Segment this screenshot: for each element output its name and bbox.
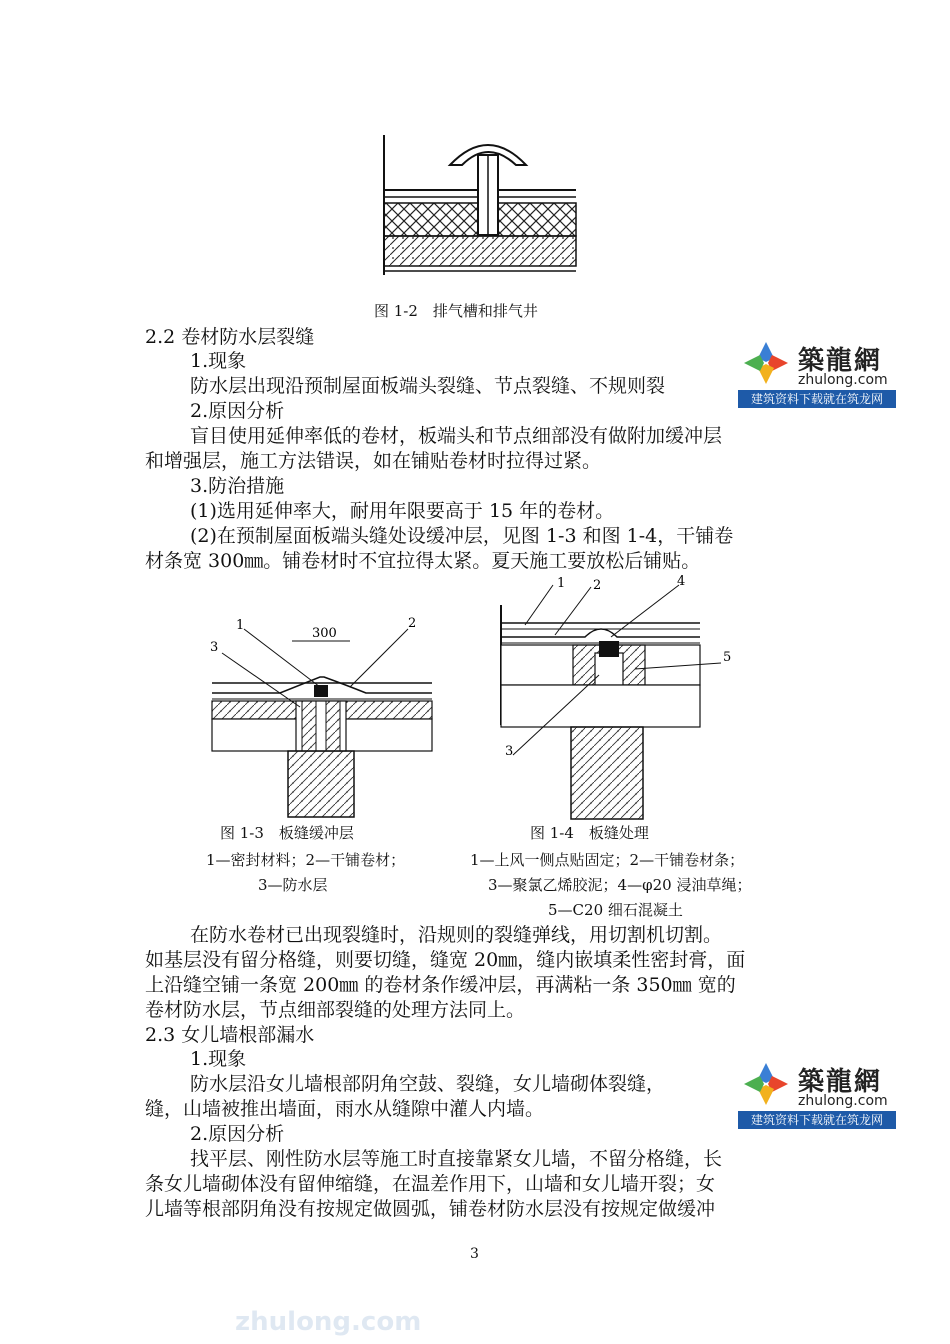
page-number: 3 <box>470 1246 479 1262</box>
figure-1-4-diagram <box>495 575 760 825</box>
section-2-3-cause-line-3: 儿墙等根部阴角没有按规定做圆弧，铺卷材防水层没有按规定做缓冲 <box>145 1198 716 1220</box>
figure-1-2-diagram <box>380 125 580 280</box>
figure-1-3-caption: 图 1-3 板缝缓冲层 <box>220 824 354 842</box>
crack-paragraph-line-3: 上沿缝空铺一条宽 200㎜ 的卷材条作缓冲层，再满粘一条 350㎜ 宽的 <box>145 974 736 996</box>
section-2-2-heading-phenomenon: 1.现象 <box>190 350 247 372</box>
pinwheel-logo-icon <box>740 1059 792 1109</box>
logo-site-text: zhulong.com <box>798 1093 888 1109</box>
logo-slogan: 建筑资料下载就在筑龙网 <box>738 1111 896 1129</box>
section-2-2-phenomenon-text: 防水层出现沿预制屋面板端头裂缝、节点裂缝、不规则裂 <box>190 375 666 397</box>
crack-paragraph-line-4: 卷材防水层，节点细部裂缝的处理方法同上。 <box>145 999 526 1021</box>
figure-1-3-label-1: 1 <box>236 618 245 633</box>
section-2-2-measure-1: (1)选用延伸率大，耐用年限要高于 15 年的卷材。 <box>190 500 615 522</box>
section-2-2-heading-measures: 3.防治措施 <box>190 475 285 497</box>
figure-1-4-legend-line-2: 3—聚氯乙烯胶泥；4—φ20 浸油草绳； <box>488 876 752 894</box>
figure-1-2-caption: 图 1-2 排气槽和排气井 <box>374 302 538 320</box>
logo-brand-text: 築龍網 <box>798 346 883 376</box>
figure-1-3-diagram <box>200 615 445 820</box>
section-2-3-cause-line-2: 条女儿墙砌体没有留伸缩缝，在温差作用下，山墙和女儿墙开裂；女 <box>145 1173 716 1195</box>
section-2-2-measure-2-line-2: 材条宽 300㎜。铺卷材时不宜拉得太紧。夏天施工要放松后铺贴。 <box>145 550 701 572</box>
figure-1-3-legend-line-1: 1—密封材料；2—干铺卷材； <box>206 851 406 869</box>
logo-brand-text: 築龍網 <box>798 1067 883 1097</box>
figure-1-4-label-2: 2 <box>593 578 602 593</box>
crack-paragraph-line-2: 如基层没有留分格缝，则要切缝，缝宽 20㎜，缝内嵌填柔性密封膏，面 <box>145 949 746 971</box>
section-2-2-cause-line-1: 盲目使用延伸率低的卷材，板端头和节点细部没有做附加缓冲层 <box>190 425 723 447</box>
section-2-3-phenomenon-line-2: 缝，山墙被推出墙面，雨水从缝隙中灌人内墙。 <box>145 1098 545 1120</box>
crack-paragraph-line-1: 在防水卷材已出现裂缝时，沿规则的裂缝弹线，用切割机切割。 <box>190 924 723 946</box>
zhulong-logo <box>738 336 896 408</box>
section-2-2-heading-cause: 2.原因分析 <box>190 400 285 422</box>
logo-site-text: zhulong.com <box>798 372 888 388</box>
figure-1-4-legend-line-3: 5—C20 细石混凝土 <box>548 901 683 919</box>
figure-1-3-label-2: 2 <box>408 616 417 631</box>
section-2-2-cause-line-2: 和增强层，施工方法错误，如在铺贴卷材时拉得过紧。 <box>145 450 602 472</box>
zhulong-logo <box>738 1057 896 1129</box>
figure-1-4-label-1: 1 <box>557 576 566 591</box>
section-2-2-measure-2-line-1: (2)在预制屋面板端头缝处设缓冲层，见图 1-3 和图 1-4，干铺卷 <box>190 525 734 547</box>
figure-1-4-caption: 图 1-4 板缝处理 <box>530 824 649 842</box>
logo-slogan: 建筑资料下载就在筑龙网 <box>738 390 896 408</box>
figure-1-4-legend-line-1: 1—上风一侧点贴固定；2—干铺卷材条； <box>470 851 745 869</box>
section-2-3-phenomenon-line-1: 防水层沿女儿墙根部阴角空鼓、裂缝，女儿墙砌体裂缝， <box>190 1073 666 1095</box>
pinwheel-logo-icon <box>740 338 792 388</box>
figure-1-3-legend-line-2: 3—防水层 <box>258 876 328 894</box>
figure-1-4-label-3: 3 <box>505 744 514 759</box>
figure-1-3-label-300: 300 <box>312 626 337 641</box>
watermark: zhulong.com <box>235 1307 422 1337</box>
section-2-2-title: 2.2 卷材防水层裂缝 <box>145 326 315 348</box>
section-2-3-heading-phenomenon: 1.现象 <box>190 1048 247 1070</box>
section-2-3-heading-cause: 2.原因分析 <box>190 1123 285 1145</box>
figure-1-3-label-3: 3 <box>210 640 219 655</box>
figure-1-4-label-4: 4 <box>677 575 686 589</box>
figure-1-4-label-5: 5 <box>723 650 732 665</box>
section-2-3-cause-line-1: 找平层、刚性防水层等施工时直接靠紧女儿墙，不留分格缝，长 <box>190 1148 723 1170</box>
section-2-3-title: 2.3 女儿墙根部漏水 <box>145 1024 315 1046</box>
